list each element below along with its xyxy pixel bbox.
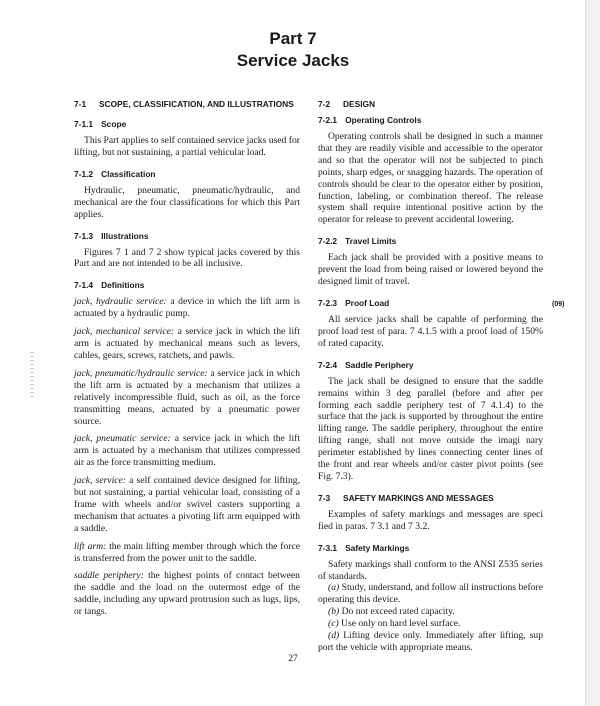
section-heading-7-2 xyxy=(318,99,543,110)
revision-tag: (09) xyxy=(552,301,565,308)
margin-marks xyxy=(30,352,34,398)
subsection-number: 7-1.2 xyxy=(74,168,94,179)
marking-label: (d) xyxy=(328,630,340,642)
marking-item xyxy=(318,630,543,654)
definition-item xyxy=(74,570,300,618)
subsection-heading-7-1-2 xyxy=(74,169,300,180)
section-title: SAFETY MARKINGS AND MESSAGES xyxy=(343,492,494,503)
section-heading-7-1 xyxy=(74,99,300,110)
definition-item xyxy=(74,433,300,469)
marking-item xyxy=(318,606,543,618)
subsection-title: Safety Markings xyxy=(345,542,410,553)
section-number: 7-2 xyxy=(318,99,331,109)
section-title: SCOPE, CLASSIFICATION, AND ILLUSTRATIONS xyxy=(99,99,294,109)
travel-limits-paragraph: Each jack shall be provided with a positive means to prevent the load from being raised or lowered beyond the designed limit of travel. xyxy=(318,252,543,288)
subsection-number: 7-2.1 xyxy=(318,115,338,125)
definition-term: jack, service: xyxy=(74,475,126,487)
subsection-title: Definitions xyxy=(101,280,145,291)
part-number: Part 7 xyxy=(269,29,317,48)
page-number: 27 xyxy=(288,654,298,664)
definition-item xyxy=(74,326,300,362)
subsection-heading-7-1-4 xyxy=(74,280,300,291)
subsection-heading-7-1-3 xyxy=(74,231,300,242)
definition-term: lift arm: xyxy=(74,540,107,552)
marking-label: (b) xyxy=(328,606,340,618)
definition-term: jack, hydraulic service: xyxy=(74,296,167,308)
definition-text: a self contained device designed for lifting, but not sustaining, a partial vehicular load, consisting of a frame with wheels and/or swivel casters supporting a mechanism that actuates a pivoting lift arm equipped with a saddle. xyxy=(74,475,300,534)
subsection-heading-7-2-2 xyxy=(318,236,543,247)
section-number: 7-3 xyxy=(318,492,331,503)
definition-term: jack, pneumatic service: xyxy=(74,433,171,445)
definition-term: saddle periphery: xyxy=(74,570,144,582)
marking-text: Do not exceed rated capacity. xyxy=(339,606,455,618)
subsection-heading-7-2-1 xyxy=(318,115,543,126)
subsection-heading-7-3-1 xyxy=(318,543,543,554)
marking-text: Lifting device only. Immediately after lifting, sup port the vehicle with appropriate means. xyxy=(318,630,543,653)
marking-item xyxy=(318,618,543,630)
marking-text: Use only on hard level surface. xyxy=(338,618,461,630)
section-number: 7-1 xyxy=(74,99,87,109)
saddle-periphery-paragraph: The jack shall be designed to ensure that the saddle remains within 3 deg parallel (before and after per forming each saddle periphery test of 7 4.1.4) to the surface that the jack is supported by throughout the entire lifting range. The saddle periphery, throughout the entire lifting range, shall not move outside the imagi nary perimeter established by lines connecting center lines of the front and rear wheels and/or caster pivot points (see Fig. 7.3). xyxy=(318,375,543,482)
scope-paragraph: This Part applies to self contained service jacks used for lifting, but not sustaining, a partial vehicular load. xyxy=(74,135,300,158)
subsection-number: 7-3.1 xyxy=(318,542,338,553)
subsection-heading-7-2-3 xyxy=(318,298,543,309)
definition-item xyxy=(74,541,300,565)
marking-label: (c) xyxy=(328,618,339,630)
subsection-title: Operating Controls xyxy=(345,115,422,125)
subsection-number: 7-1.3 xyxy=(74,230,94,241)
section-title: DESIGN xyxy=(343,99,376,109)
safety-messages-paragraph: Examples of safety markings and messages are speci fied in paras. 7 3.1 and 7 3.2. xyxy=(318,508,543,532)
page-edge xyxy=(585,0,600,706)
definition-term: jack, pneumatic/hydraulic service: xyxy=(74,367,208,379)
marking-item xyxy=(318,582,543,606)
marking-text: Study, understand, and follow all instructions before operating this device. xyxy=(318,582,543,606)
left-column xyxy=(74,99,300,624)
part-title: Service Jacks xyxy=(236,51,350,70)
proof-load-paragraph: All service jacks shall be capable of performing the proof load test of para. 7 4.1.5 with a proof load of 150% of rated capacity. xyxy=(318,313,543,349)
definition-item xyxy=(74,368,300,428)
definition-term: jack, mechanical service: xyxy=(74,326,175,338)
definition-text: a service jack in which the lift arm is actuated by a mechanism that utilizes a relatively incompressible fluid, such as oil, as the force transmitting means, actuated by a pneumatic power source. xyxy=(74,367,300,427)
illustrations-paragraph: Figures 7 1 and 7 2 show typical jacks covered by this Part and are not intended to be all inclusive. xyxy=(74,246,300,270)
subsection-heading-7-1-1 xyxy=(74,119,300,130)
subsection-heading-7-2-4 xyxy=(318,360,543,371)
subsection-title: Travel Limits xyxy=(345,236,397,247)
operating-controls-paragraph: Operating controls shall be designed in such a manner that they are readily visible and accessible to the operator and so that the operator will not be subjected to pinch points, sharp edges, or snagging hazards. The operation of controls should be clear to the operator either by position, function, labeling, or combination thereof. The release system shall require intentional positive action by the operator for release to prevent accidental lowering. xyxy=(318,131,543,226)
subsection-title: Proof Load xyxy=(345,297,390,308)
subsection-title: Classification xyxy=(101,168,156,179)
definition-text: the main lifting member through which the force is transferred from the power unit to the saddle. xyxy=(74,540,301,564)
subsection-number: 7-2.4 xyxy=(318,359,338,370)
definition-item xyxy=(74,475,300,535)
subsection-number: 7-1.1 xyxy=(74,119,94,129)
part-header xyxy=(0,28,586,72)
marking-label: (a) xyxy=(328,582,340,594)
definition-text: a device in which the lift arm is actuated by a hydraulic pump. xyxy=(74,296,300,320)
subsection-title: Saddle Periphery xyxy=(345,359,414,370)
definition-text: a service jack in which the lift arm is actuated by mechanical means such as levers, cables, gears, screws, ratchets, and pawls. xyxy=(74,326,300,361)
definition-text: a service jack in which the lift arm is actuated by a mechanism that utilizes compressed air as the force transmitting medium. xyxy=(74,433,300,469)
subsection-title: Illustrations xyxy=(101,230,149,241)
classification-paragraph: Hydraulic, pneumatic, pneumatic/hydraulic, and mechanical are the four classifications for which this Part applies. xyxy=(74,184,300,220)
definition-text: the highest points of contact between the saddle and the load on the outermost edge of the saddle, including any upward protrusion such as lugs, lips, or tangs. xyxy=(74,570,300,618)
subsection-title: Scope xyxy=(101,119,127,129)
safety-markings-paragraph: Safety markings shall conform to the ANSI Z535 series of standards. xyxy=(318,558,543,582)
right-column xyxy=(318,99,543,654)
subsection-number: 7-2.2 xyxy=(318,236,338,247)
subsection-number: 7-1.4 xyxy=(74,280,94,291)
section-heading-7-3 xyxy=(318,493,543,504)
definition-item xyxy=(74,296,300,320)
subsection-number: 7-2.3 xyxy=(318,297,338,308)
